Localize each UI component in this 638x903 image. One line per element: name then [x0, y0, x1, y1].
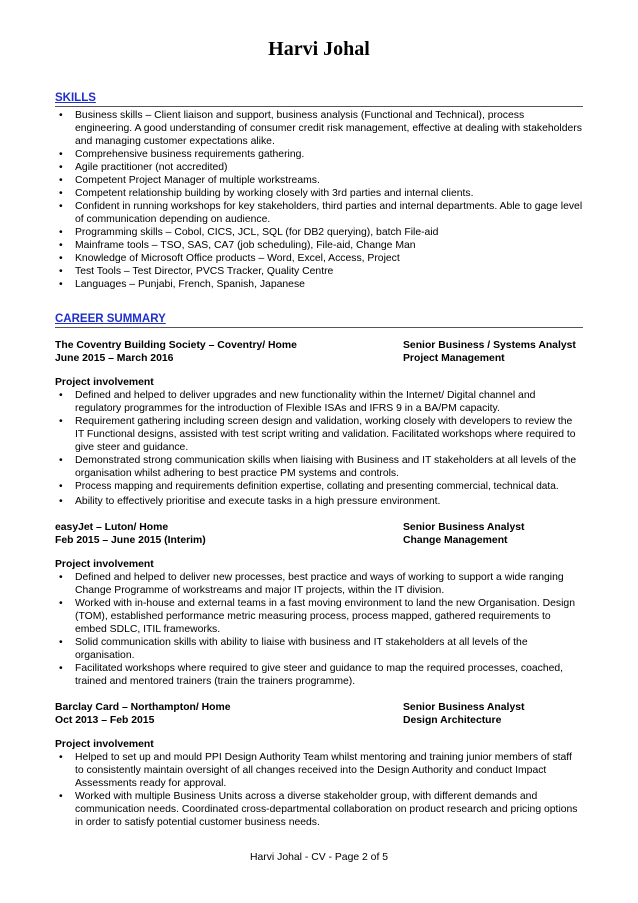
- job-subheader: [55, 534, 583, 547]
- skill-item: • Agile practitioner (not accredited): [55, 161, 583, 174]
- job-role: Senior Business / Systems Analyst: [403, 340, 576, 351]
- job-dates: Feb 2015 – June 2015 (Interim): [55, 535, 206, 546]
- job-bullet: • Requirement gathering including screen design and validation, working closely with developers to review the IT Functional designs, assisted with test script writing and validation. Facilitated workshops where required to give steer and guidance.: [55, 415, 583, 454]
- job-subheader: [55, 352, 583, 365]
- job-role: Senior Business Analyst: [403, 522, 525, 533]
- skills-list: [55, 109, 583, 291]
- job-bullet: • Process mapping and requirements definition expertise, collating and presenting commercial, technical data.: [55, 480, 583, 493]
- skill-item: • Knowledge of Microsoft Office products – Word, Excel, Access, Project: [55, 252, 583, 265]
- job-bullets: [55, 571, 583, 688]
- skill-item: • Confident in running workshops for key stakeholders, third parties and internal departments. Able to gage level of communication depending on audience.: [55, 200, 583, 226]
- job-bullet: • Demonstrated strong communication skills when liaising with Business and IT stakeholders at all levels of the organisation whilst adhering to best practice PM systems and controls.: [55, 454, 583, 480]
- job-bullet: • Worked with in-house and external teams in a fast moving environment to land the new Organisation. Design (TOM), established performance metric measuring process, process mapped, gathered requirements to embed SDLC, ITIL frameworks.: [55, 597, 583, 636]
- project-involvement-label: Project involvement: [55, 559, 154, 570]
- skill-item: • Comprehensive business requirements gathering.: [55, 148, 583, 161]
- skill-item: • Mainframe tools – TSO, SAS, CA7 (job scheduling), File-aid, Change Man: [55, 239, 583, 252]
- project-involvement-label: Project involvement: [55, 739, 154, 750]
- job-employer: The Coventry Building Society – Coventry/ Home: [55, 340, 297, 351]
- skill-item: • Programming skills – Cobol, CICS, JCL, SQL (for DB2 querying), batch File-aid: [55, 226, 583, 239]
- job-bullet: • Defined and helped to deliver upgrades and new functionality within the Internet/ Digital channel and regulatory programmes for the introduction of Flexible ISAs and IFRS 9 in a BA/PM capacity.: [55, 389, 583, 415]
- job-entry: [55, 339, 583, 508]
- page-footer: Harvi Johal - CV - Page 2 of 5: [249, 852, 389, 863]
- job-employer: easyJet – Luton/ Home: [55, 522, 169, 533]
- job-bullets: [55, 751, 583, 829]
- job-employer: Barclay Card – Northampton/ Home: [55, 702, 231, 713]
- job-bullet: • Ability to effectively prioritise and execute tasks in a high pressure environment.: [55, 495, 583, 508]
- job-dates: June 2015 – March 2016: [55, 353, 174, 364]
- job-role-area: Change Management: [403, 535, 508, 546]
- job-header: [55, 701, 583, 714]
- skills-section: [55, 92, 583, 291]
- job-dates: Oct 2013 – Feb 2015: [55, 715, 155, 726]
- job-bullet: • Defined and helped to deliver new processes, best practice and ways of working to support a wide ranging Change Programme of workstreams and major IT projects, within the IT division.: [55, 571, 583, 597]
- candidate-name: Harvi Johal: [268, 38, 370, 60]
- job-entry: [55, 701, 583, 829]
- job-role-area: Project Management: [403, 353, 505, 364]
- skills-heading: SKILLS: [55, 92, 583, 107]
- skill-item: • Languages – Punjabi, French, Spanish, Japanese: [55, 278, 583, 291]
- job-bullet: • Worked with multiple Business Units across a diverse stakeholder group, with different demands and communication needs. Coordinated cross-departmental collaboration on product research and pricing options in order to satisfy potential customer business needs.: [55, 790, 583, 829]
- career-section: [55, 313, 583, 328]
- job-role: Senior Business Analyst: [403, 702, 525, 713]
- skill-item: • Competent Project Manager of multiple workstreams.: [55, 174, 583, 187]
- skill-item: • Competent relationship building by working closely with 3rd parties and internal clients.: [55, 187, 583, 200]
- job-header: [55, 339, 583, 352]
- project-involvement-label: Project involvement: [55, 377, 154, 388]
- job-role-area: Design Architecture: [403, 715, 502, 726]
- skill-item: • Test Tools – Test Director, PVCS Tracker, Quality Centre: [55, 265, 583, 278]
- skill-item: • Business skills – Client liaison and support, business analysis (Functional and Technical), process engineering. A good understanding of consumer credit risk management, effective at dealing with stakeholders and managing customer expectations alike.: [55, 109, 583, 148]
- career-heading: CAREER SUMMARY: [55, 313, 583, 328]
- job-bullet: • Solid communication skills with ability to liaise with business and IT stakeholders at all levels of the organisation.: [55, 636, 583, 662]
- job-header: [55, 521, 583, 534]
- job-subheader: [55, 714, 583, 727]
- job-bullets: [55, 389, 583, 508]
- job-bullet: • Facilitated workshops where required to give steer and guidance to map the required processes, coached, trained and mentored trainers (train the trainers programme).: [55, 662, 583, 688]
- job-entry: [55, 521, 583, 688]
- job-bullet: • Helped to set up and mould PPI Design Authority Team whilst mentoring and training junior members of staff to consistently maintain oversight of all changes received into the Design Authority and conduct Impact Assessments ready for approval.: [55, 751, 583, 790]
